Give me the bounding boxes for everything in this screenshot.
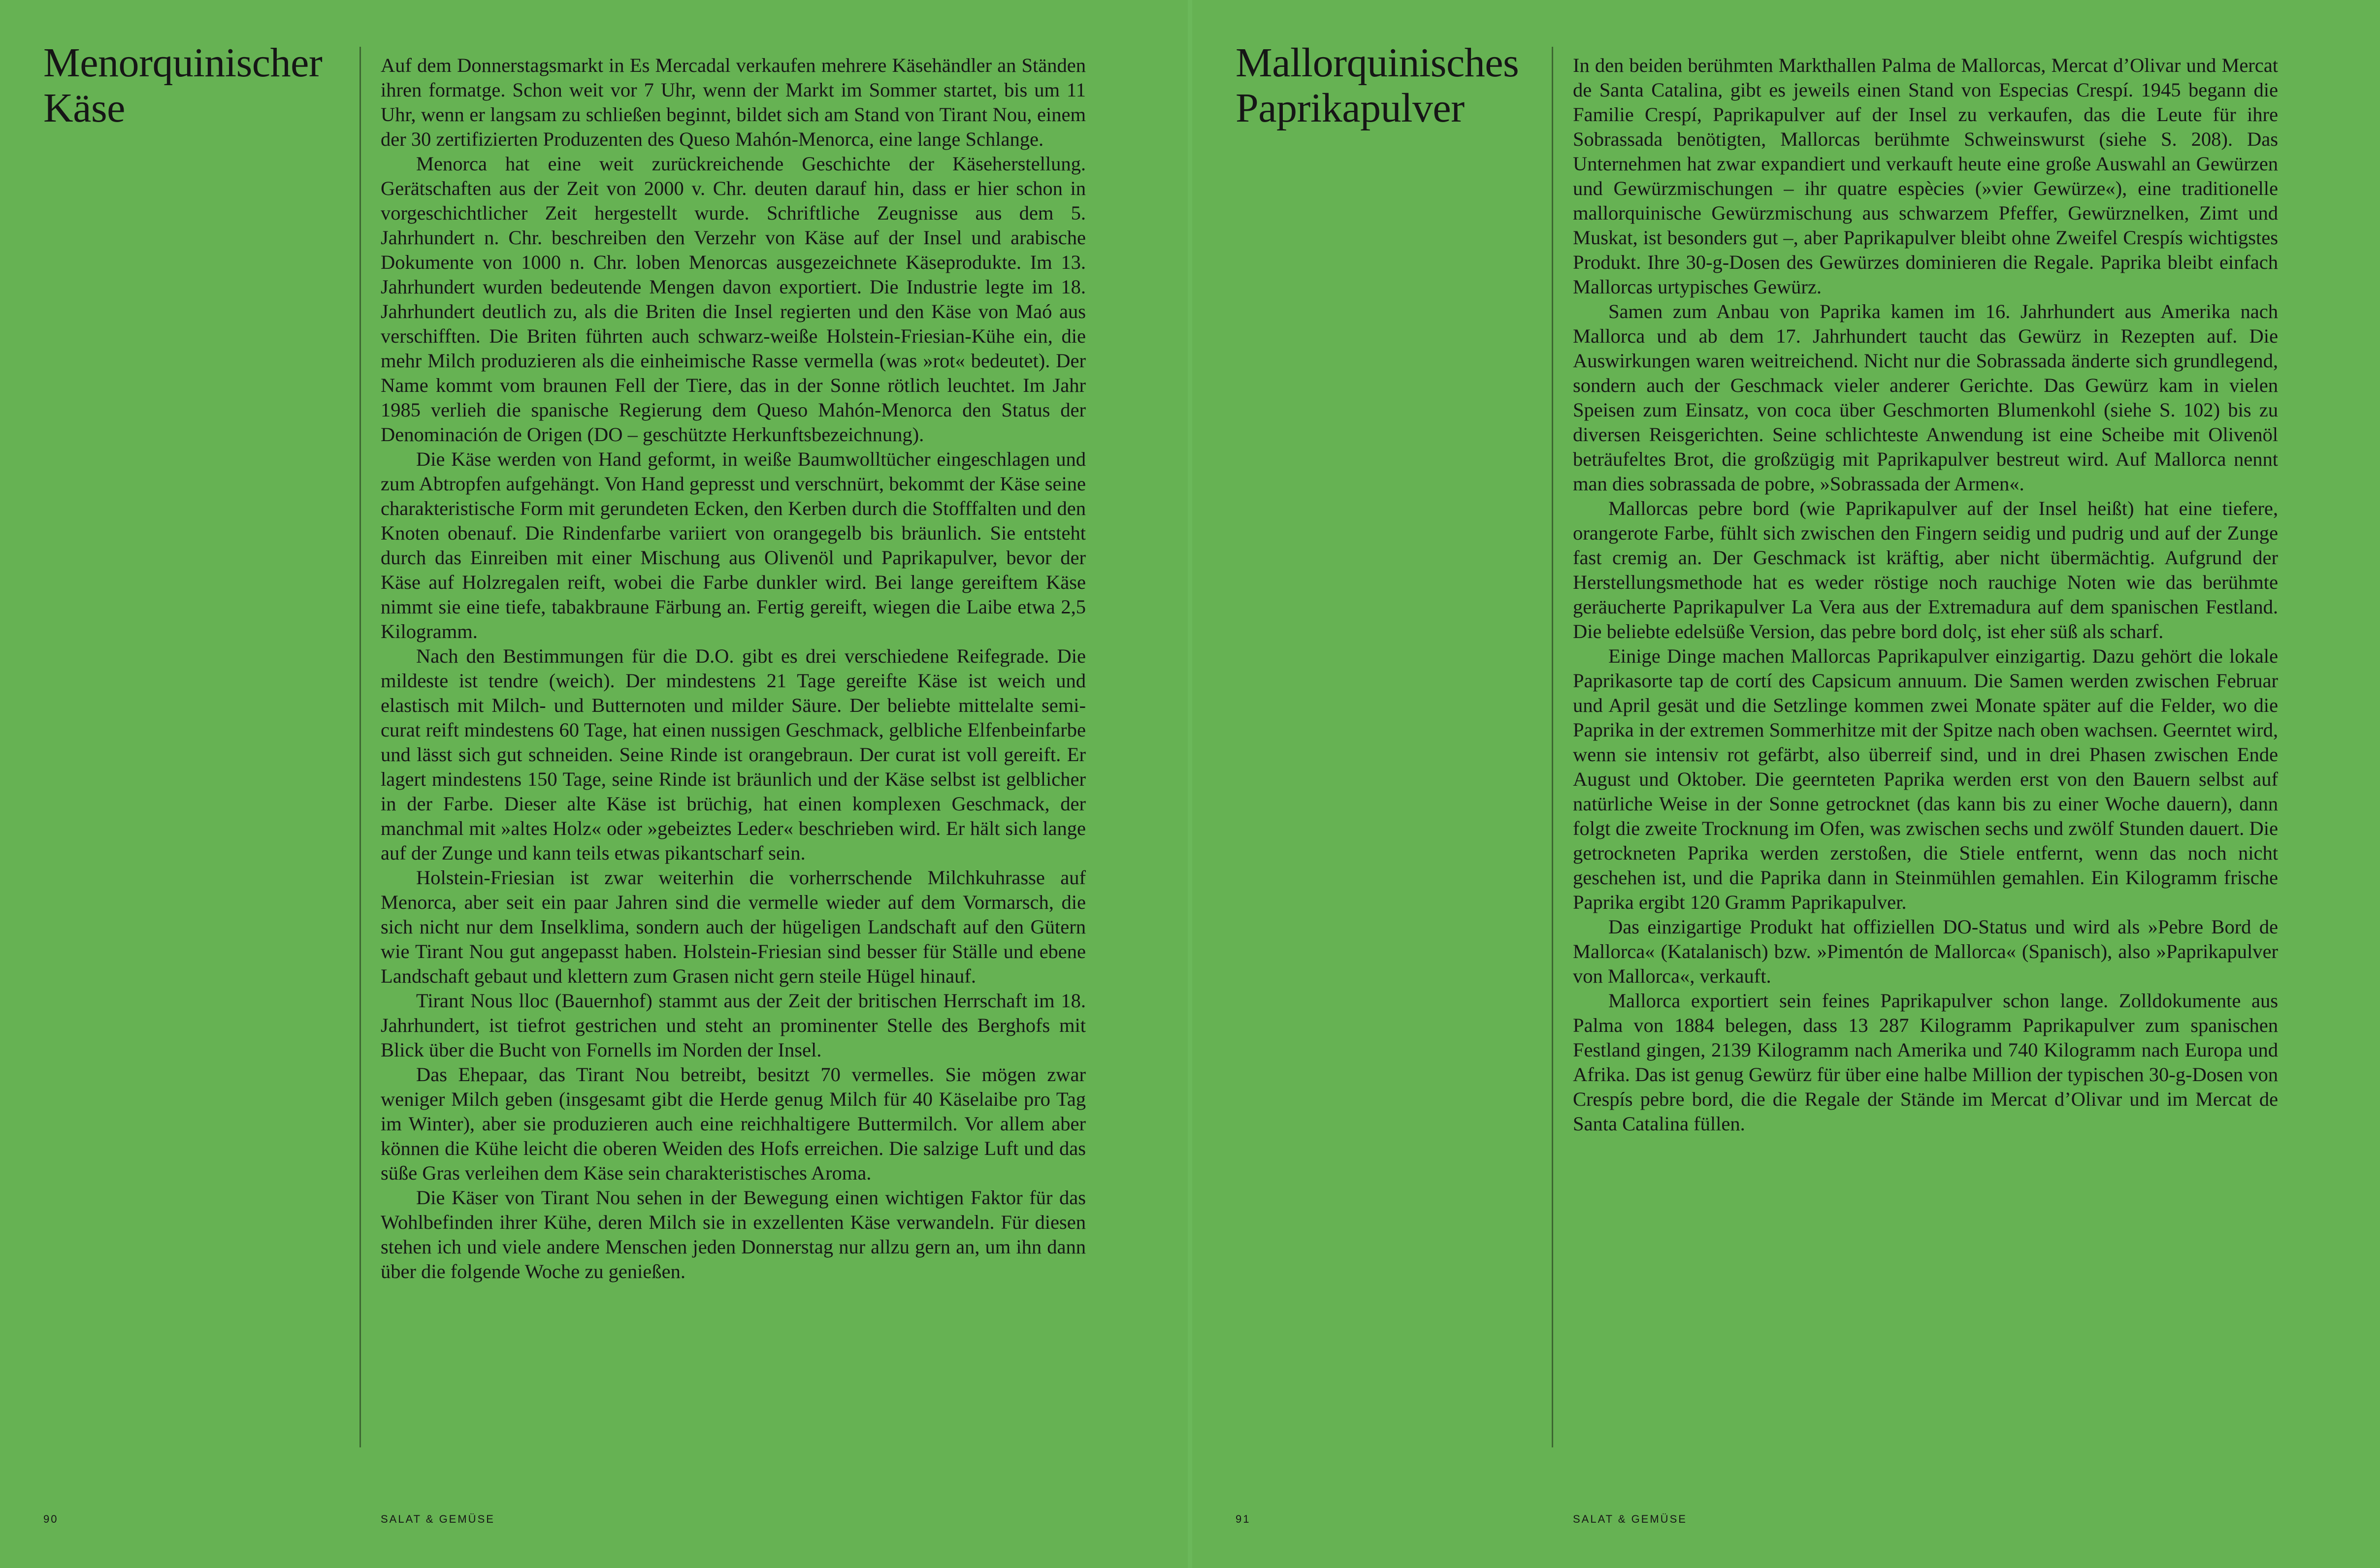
paragraph: Tirant Nous lloc (Bauernhof) stammt aus der Zeit der britischen Herrschaft im 18. Jahrhundert, ist tiefrot gestrichen und steht an prominenter Stelle des Berghofs mit Blick über die Bucht von Fornells im Norden der Insel.: [381, 990, 1086, 1061]
paragraph: Mallorca exportiert sein feines Paprikapulver schon lange. Zolldokumente aus Palma von 1884 belegen, dass 13 287 Kilogramm Paprikapulver zum spanischen Festland gingen, 2139 Kilogramm nach Amerika und 740 Kilogramm nach Europa und Afrika. Das ist genug Gewürz für über eine halbe Million der typischen 30-g-Dosen von Crespís pebre bord, die die Regale der Stände im Mercat d’Olivar und im Mercat de Santa Catalina füllen.: [1573, 990, 2278, 1135]
section-label: SALAT & GEMÜSE: [1573, 1513, 1687, 1525]
page-heading: Mallorquinisches Paprikapulver: [1236, 40, 1519, 131]
paragraph: Das einzigartige Produkt hat offiziellen DO-Status und wird als »Pebre Bord de Mallorca« (Katalanisch) bzw. »Pimentón de Mallorca« (Spanisch), also »Paprikapulver von Mallorca«, verkauft.: [1573, 916, 2278, 987]
paragraph: Einige Dinge machen Mallorcas Paprikapulver einzigartig. Dazu gehört die lokale Paprikasorte tap de cortí des Capsicum annuum. Die Samen werden zwischen Februar und April gesät und die Setzlinge kommen zwei Monate später auf die Felder, wo die Paprika in der extremen Sommerhitze mit der Spitze nach oben wachsen. Geerntet wird, wenn sie intensiv rot gefärbt, also überreif sind, und in drei Phasen zwischen Ende August und Oktober. Die geernteten Paprika werden erst von den Bauern selbst auf natürliche Weise in der Sonne getrocknet (das kann bis zu einer Woche dauern), dann folgt die zweite Trocknung im Ofen, was zwischen sechs und zwölf Stunden dauert. Die getrockneten Paprika werden zerstoßen, die Stiele entfernt, wenn das noch nicht geschehen ist, und die Paprika dann in Steinmühlen gemahlen. Ein Kilogramm frische Paprika ergibt 120 Gramm Paprikapulver.: [1573, 645, 2278, 913]
page-number: 91: [1236, 1513, 1251, 1525]
right-page: [1192, 0, 2380, 1568]
paragraph: Menorca hat eine weit zurückreichende Geschichte der Käseherstellung. Gerätschaften aus der Zeit von 2000 v. Chr. deuten darauf hin, dass er hier schon in vorgeschichtlicher Zeit hergestellt wurde. Schriftliche Zeugnisse aus dem 5. Jahrhundert n. Chr. beschreiben den Verzehr von Käse auf der Insel und arabische Dokumente von 1000 n. Chr. loben Menorcas ausgezeichnete Käseprodukte. Im 13. Jahrhundert wurden bedeutende Mengen davon exportiert. Die Industrie legte im 18. Jahrhundert deutlich zu, als die Briten die Insel regierten und den Käse von Maó aus verschifften. Die Briten führten auch schwarz-weiße Holstein-Friesian-Kühe ein, die mehr Milch produzieren als die einheimische Rasse vermella (was »rot« bedeutet). Der Name kommt vom braunen Fell der Tiere, das in der Sonne rötlich leuchtet. Im Jahr 1985 verlieh die spanische Regierung dem Queso Mahón-Menorca den Status der Denominación de Origen (DO – geschützte Herkunftsbezeichnung).: [381, 153, 1086, 446]
book-gutter: [1188, 0, 1192, 1568]
left-page: [0, 0, 1188, 1568]
page-heading: Menorquinischer Käse: [43, 40, 323, 131]
article-body: [381, 53, 1086, 1284]
section-label: SALAT & GEMÜSE: [381, 1513, 495, 1525]
paragraph: Das Ehepaar, das Tirant Nou betreibt, besitzt 70 vermelles. Sie mögen zwar weniger Milch geben (insgesamt gibt die Herde genug Milch für 40 Käselaibe pro Tag im Winter), aber sie produzieren auch eine reichhaltigere Buttermilch. Vor allem aber können die Kühe leicht die oberen Weiden des Hofs erreichen. Die salzige Luft und das süße Gras verleihen dem Käse sein charakteristisches Aroma.: [381, 1063, 1086, 1184]
paragraph: Samen zum Anbau von Paprika kamen im 16. Jahrhundert aus Amerika nach Mallorca und ab dem 17. Jahrhundert taucht das Gewürz in Rezepten auf. Die Auswirkungen waren weitreichend. Nicht nur die Sobrassada änderte sich grundlegend, sondern auch der Geschmack vieler anderer Gerichte. Das Gewürz kam in vielen Speisen zum Einsatz, von coca über Geschmorten Blumenkohl (siehe S. 102) bis zu diversen Reisgerichten. Seine schlichteste Anwendung ist eine Scheibe mit Olivenöl beträufeltes Brot, die großzügig mit Paprikapulver bestreut wird. Auf Mallorca nennt man dies sobrassada de pobre, »Sobrassada der Armen«.: [1573, 300, 2278, 495]
paragraph: Auf dem Donnerstagsmarkt in Es Mercadal verkaufen mehrere Käsehändler an Ständen ihren formatge. Schon weit vor 7 Uhr, wenn der Markt im Sommer startet, bis um 11 Uhr, wenn er langsam zu schließen beginnt, bildet sich am Stand von Tirant Nou, einem der 30 zertifizierten Produzenten des Queso Mahón-Menorca, eine lange Schlange.: [381, 54, 1086, 150]
paragraph: In den beiden berühmten Markthallen Palma de Mallorcas, Mercat d’Olivar und Mercat de Santa Catalina, gibt es jeweils einen Stand von Especias Crespí. 1945 begann die Familie Crespí, Paprikapulver auf der Insel zu verkaufen, das die Leute für ihre Sobrassada benötigten, Mallorcas berühmte Schweinswurst (siehe S. 208). Das Unternehmen hat zwar expandiert und verkauft heute eine große Auswahl an Gewürzen und Gewürzmischungen – ihr quatre espècies (»vier Gewürze«), eine traditionelle mallorquinische Gewürzmischung aus schwarzem Pfeffer, Gewürznelken, Zimt und Muskat, ist besonders gut –, aber Paprikapulver bleibt ohne Zweifel Crespís wichtigstes Produkt. Ihre 30-g-Dosen des Gewürzes dominieren die Regale. Paprika bleibt einfach Mallorcas urtypisches Gewürz.: [1573, 54, 2278, 298]
page-number: 90: [43, 1513, 59, 1525]
column-rule: [1552, 47, 1553, 1447]
paragraph: Mallorcas pebre bord (wie Paprikapulver auf der Insel heißt) hat eine tiefere, orangerote Farbe, fühlt sich zwischen den Fingern seidig und pudrig und auf der Zunge fast cremig an. Der Geschmack ist kräftig, aber nicht übermächtig. Aufgrund der Herstellungsmethode hat es weder röstige noch rauchige Noten wie das berühmte geräucherte Paprikapulver La Vera aus der Extremadura auf dem spanischen Festland. Die beliebte edelsüße Version, das pebre bord dolç, ist eher süß als scharf.: [1573, 497, 2278, 642]
paragraph: Die Käser von Tirant Nou sehen in der Bewegung einen wichtigen Faktor für das Wohlbefinden ihrer Kühe, deren Milch sie in exzellenten Käse verwandeln. Für diesen stehen ich und viele andere Menschen jeden Donnerstag nur allzu gern an, um ihn dann über die folgende Woche zu genießen.: [381, 1186, 1086, 1282]
article-body: [1573, 53, 2278, 1136]
paragraph: Die Käse werden von Hand geformt, in weiße Baumwolltücher eingeschlagen und zum Abtropfen aufgehängt. Von Hand gepresst und verschnürt, bekommt der Käse seine charakteristische Form mit gerundeten Ecken, den Kerben durch die Stofffalten und den Knoten obenauf. Die Rindenfarbe variiert von orangegelb bis bräunlich. Sie entsteht durch das Einreiben mit einer Mischung aus Olivenöl und Paprikapulver, bevor der Käse auf Holzregalen reift, wobei die Farbe dunkler wird. Bei lange gereiftem Käse nimmt sie eine tiefe, tabakbraune Färbung an. Fertig gereift, wiegen die Laibe etwa 2,5 Kilogramm.: [381, 448, 1086, 642]
paragraph: Holstein-Friesian ist zwar weiterhin die vorherrschende Milchkuhrasse auf Menorca, aber seit ein paar Jahren sind die vermelle wieder auf dem Vormarsch, die sich nicht nur dem Inselklima, sondern auch der hügeligen Landschaft auf den Gütern wie Tirant Nou gut angepasst haben. Holstein-Friesian sind besser für Ställe und ebene Landschaft gebaut und klettern zum Grasen nicht gern steile Hügel hinauf.: [381, 866, 1086, 987]
column-rule: [359, 47, 361, 1447]
paragraph: Nach den Bestimmungen für die D.O. gibt es drei verschiedene Reifegrade. Die mildeste ist tendre (weich). Der mindestens 21 Tage gereifte Käse ist weich und elastisch mit Milch- und Butternoten und milder Säure. Der beliebte mittelalte semi-curat reift mindestens 60 Tage, hat einen nussigen Geschmack, gelbliche Elfenbeinfarbe und lässt sich gut schneiden. Seine Rinde ist orangebraun. Der curat ist voll gereift. Er lagert mindestens 150 Tage, seine Rinde ist bräunlich und der Käse selbst ist gelblicher in der Farbe. Dieser alte Käse ist brüchig, hat einen komplexen Geschmack, der manchmal mit »altes Holz« oder »gebeiztes Leder« beschrieben wird. Er hält sich lange auf der Zunge und kann teils etwas pikantscharf sein.: [381, 645, 1086, 864]
